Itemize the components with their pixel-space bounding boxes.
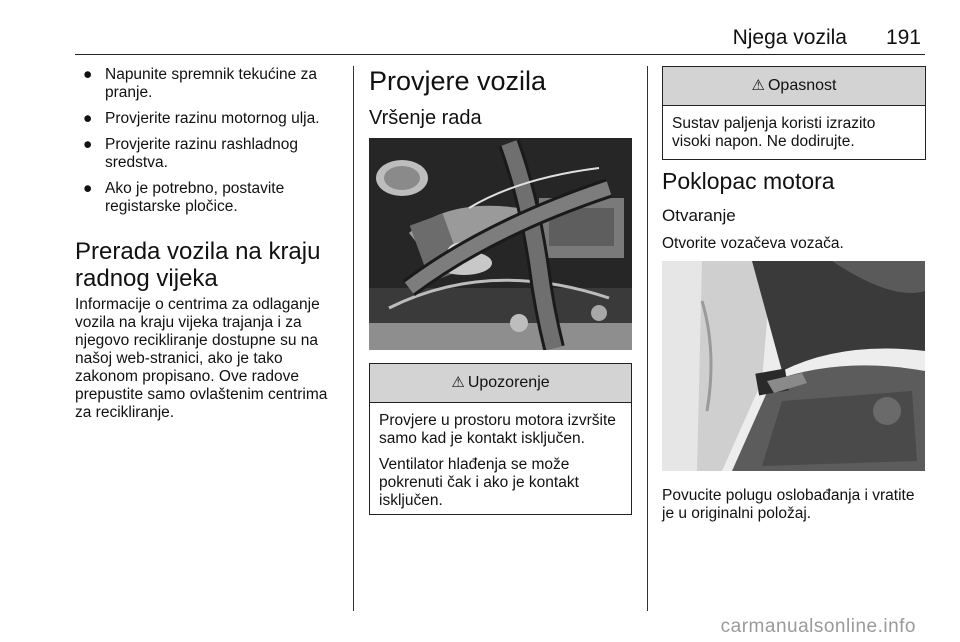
- section-heading: Prerada vozila na kraju radnog vijeka: [75, 238, 321, 292]
- column-divider-right: [647, 66, 648, 611]
- column-divider-left: [353, 66, 354, 611]
- section-heading: Provjere vozila: [369, 66, 547, 96]
- engine-bay-illustration: [369, 138, 632, 350]
- header-title: Njega vozila: [732, 26, 847, 49]
- intro-text: Otvorite vozačeva vozača.: [662, 235, 844, 252]
- page-header: [75, 22, 925, 55]
- engine-bay-image: [369, 138, 632, 350]
- bullet-list: [75, 66, 343, 216]
- page-number: 191: [885, 26, 921, 49]
- bullet-item: [75, 180, 343, 216]
- middle-column: [369, 66, 633, 130]
- warning-triangle-icon: ⚠: [751, 77, 765, 94]
- bullet-text: Napunite spremnik tekućine za pranje.: [105, 66, 317, 101]
- danger-box-title: Opasnost: [767, 77, 837, 94]
- subsection-heading: Vršenje rada: [369, 107, 482, 129]
- section-heading: Poklopac motora: [662, 168, 835, 194]
- bullet-item: [75, 110, 343, 128]
- warning-triangle-icon: ⚠: [451, 374, 465, 391]
- warning-box: [369, 363, 632, 515]
- footer-watermark: carmanualsonline.info: [720, 616, 916, 637]
- warning-box-body: [370, 403, 631, 510]
- bullet-item: [75, 66, 343, 102]
- right-column: [662, 168, 927, 253]
- danger-box: [662, 66, 926, 160]
- danger-paragraph: Sustav paljenja koristi izrazito visoki napon. Ne dodirujte.: [672, 115, 876, 150]
- hood-release-lever-illustration: [662, 261, 925, 471]
- left-column: [75, 66, 343, 422]
- bullet-icon: ●: [83, 180, 93, 197]
- subsection-heading: Otvaranje: [662, 206, 736, 225]
- bullet-text: Provjerite razinu rashladnog sredstva.: [105, 136, 298, 171]
- danger-box-body: [663, 106, 925, 151]
- image-caption: Povucite polugu oslobađanja i vratite je u originalni položaj.: [662, 487, 915, 522]
- bullet-text: Ako je potrebno, postavite registarske pločice.: [105, 180, 285, 215]
- bullet-icon: ●: [83, 136, 93, 153]
- bullet-icon: ●: [83, 110, 93, 127]
- warning-box-title: Upozorenje: [467, 374, 550, 391]
- warning-paragraph: Provjere u prostoru motora izvršite samo kad je kontakt isključen.: [379, 412, 616, 447]
- hood-release-image: [662, 261, 925, 471]
- warning-box-header: [370, 364, 631, 403]
- danger-box-header: [663, 67, 925, 106]
- bullet-text: Provjerite razinu motornog ulja.: [105, 110, 320, 127]
- recycling-paragraph: Informacije o centrima za odlaganje vozila na kraju vijeka trajanja i za njegovo recikliranje dostupne su na našoj web-stranici, ako je tako zakonom propisano. Ove radove prepustite samo ovlaštenim centrima za recikliranje.: [75, 296, 328, 421]
- bullet-item: [75, 136, 343, 172]
- warning-paragraph: Ventilator hlađenja se može pokrenuti čak i ako je kontakt isključen.: [379, 456, 579, 509]
- bullet-icon: ●: [83, 66, 93, 83]
